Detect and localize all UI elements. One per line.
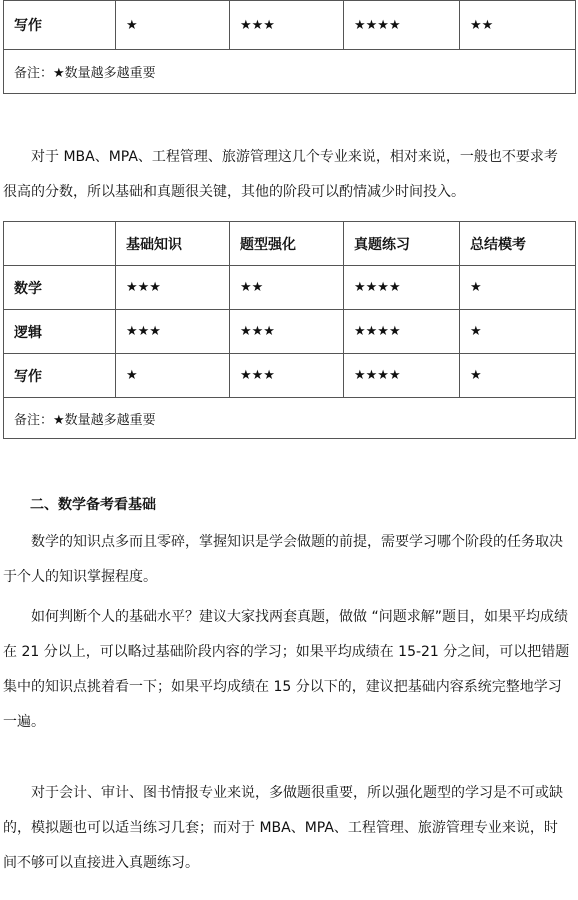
star-cell: ★	[460, 266, 576, 310]
star-cell: ★★★★	[344, 310, 460, 354]
importance-table-1	[3, 0, 576, 94]
table-header-row	[4, 222, 576, 266]
paragraph-1: 对于 MBA、MPA、工程管理、旅游管理这几个专业来说，相对来说，一般也不要求考很高的分数，所以基础和真题很关键，其他的阶段可以酌情减少时间投入。	[3, 149, 558, 200]
header-cell: 真题练习	[344, 222, 460, 266]
star-cell: ★	[116, 354, 230, 398]
star-cell: ★★★	[230, 354, 344, 398]
header-cell: 题型强化	[230, 222, 344, 266]
table-row	[4, 354, 576, 398]
star-cell: ★★★	[116, 266, 230, 310]
paragraph-2: 数学的知识点多而且零碎，掌握知识是学会做题的前提，需要学习哪个阶段的任务取决于个人的知识掌握程度。	[3, 534, 563, 585]
star-cell: ★	[116, 1, 230, 50]
header-cell	[4, 222, 116, 266]
table-row	[4, 1, 576, 50]
section-heading: 二、数学备考看基础	[30, 497, 156, 513]
row-label: 数学	[4, 266, 116, 310]
row-label: 写作	[4, 354, 116, 398]
table-row	[4, 266, 576, 310]
paragraph-4: 对于会计、审计、图书情报专业来说，多做题很重要，所以强化题型的学习是不可或缺的，模拟题也可以适当练习几套；而对于 MBA、MPA、工程管理、旅游管理专业来说，时间不够可以直接进入真题练习。	[3, 785, 563, 871]
table-note-row	[4, 398, 576, 439]
star-cell: ★★	[460, 1, 576, 50]
star-cell: ★	[460, 310, 576, 354]
paragraph-3: 如何判断个人的基础水平？建议大家找两套真题，做做 “问题求解”题目，如果平均成绩在 21 分以上，可以略过基础阶段内容的学习；如果平均成绩在 15-21 分之间，可以把错题集中的知识点挑着看一下；如果平均成绩在 15 分以下的，建议把基础内容系统完整地学习一遍。	[3, 609, 570, 730]
star-cell: ★★★	[230, 1, 344, 50]
table-note: 备注：★数量越多越重要	[4, 50, 576, 94]
star-cell: ★★	[230, 266, 344, 310]
header-cell: 总结模考	[460, 222, 576, 266]
table-note-row	[4, 50, 576, 94]
importance-table-2	[3, 221, 576, 439]
star-cell: ★★★★	[344, 1, 460, 50]
table-note: 备注：★数量越多越重要	[4, 398, 576, 439]
table-row	[4, 310, 576, 354]
star-cell: ★★★★	[344, 354, 460, 398]
row-label: 逻辑	[4, 310, 116, 354]
star-cell: ★	[460, 354, 576, 398]
star-cell: ★★★	[230, 310, 344, 354]
row-label: 写作	[4, 1, 116, 50]
star-cell: ★★★	[116, 310, 230, 354]
header-cell: 基础知识	[116, 222, 230, 266]
star-cell: ★★★★	[344, 266, 460, 310]
